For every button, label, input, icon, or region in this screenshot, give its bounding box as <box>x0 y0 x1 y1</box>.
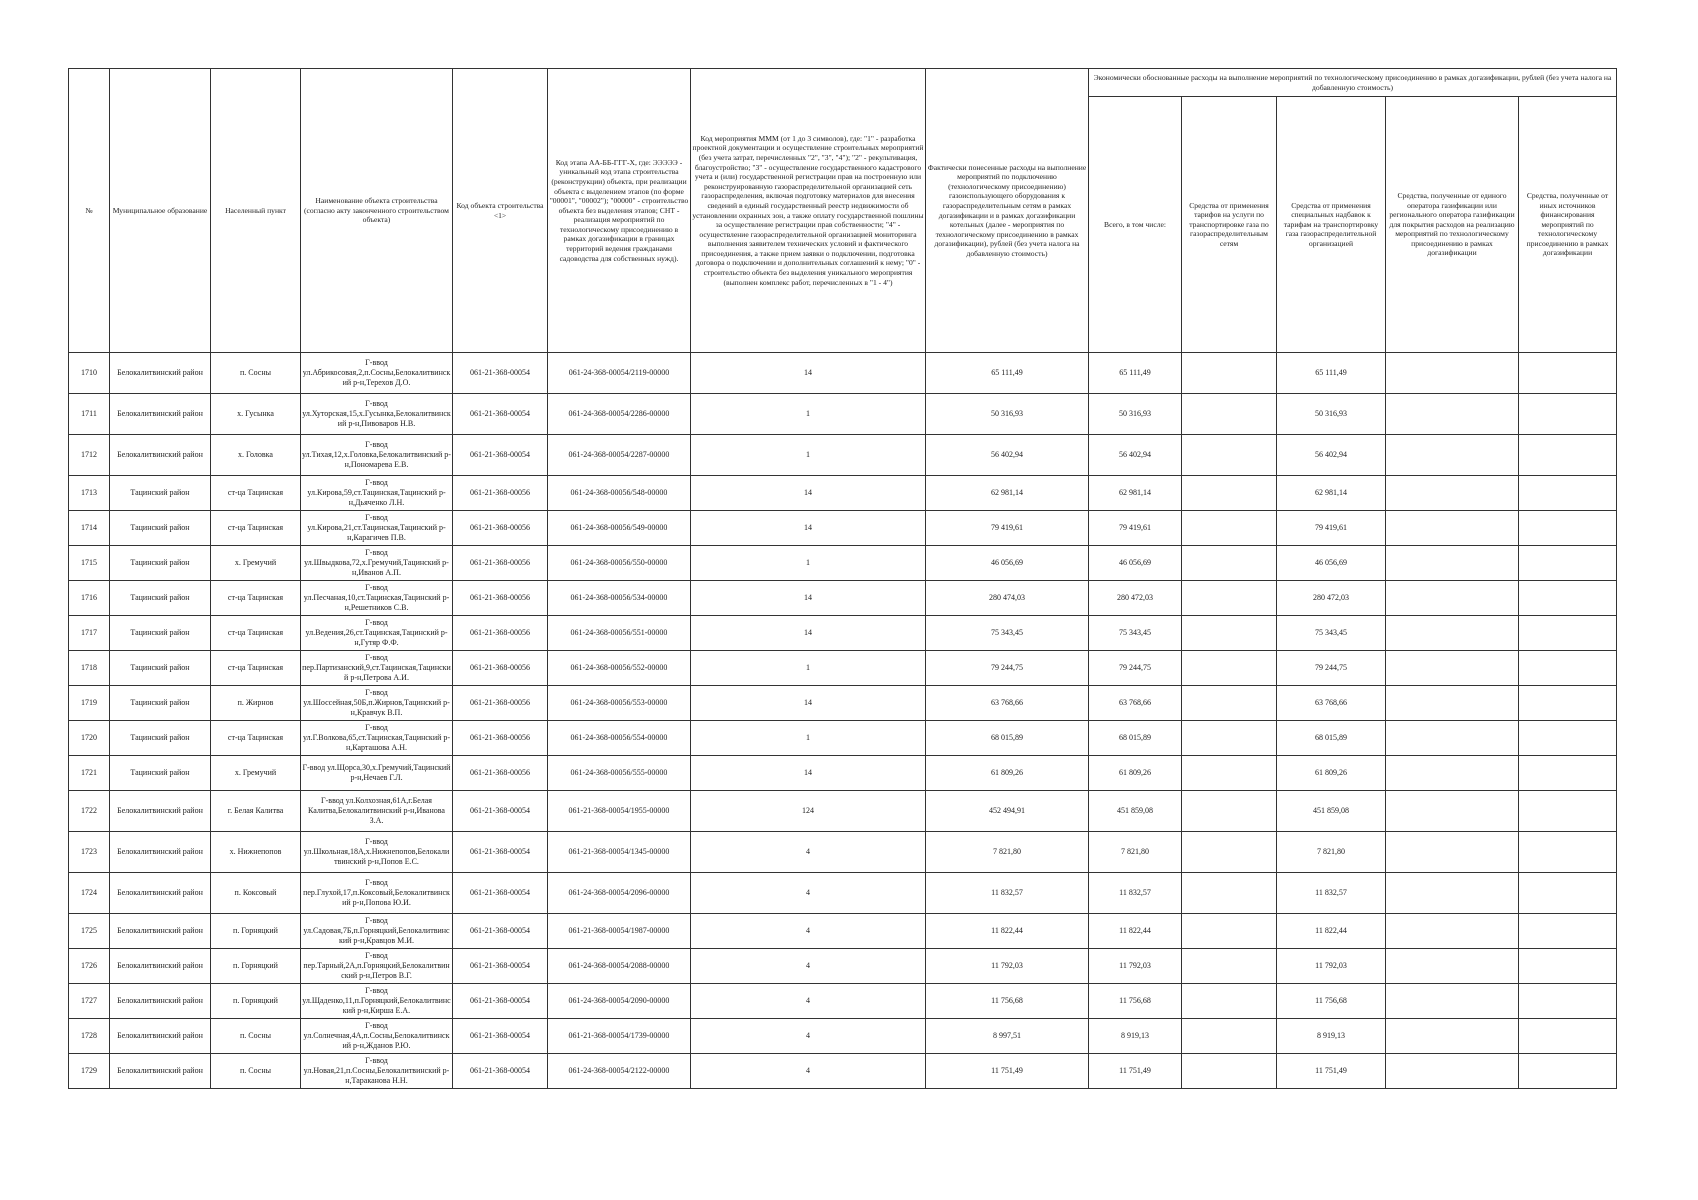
cell-num: 1715 <box>69 546 110 581</box>
cell-tariff <box>1182 832 1277 873</box>
cell-other <box>1519 721 1617 756</box>
cell-activity: 14 <box>691 581 926 616</box>
cell-activity: 4 <box>691 1054 926 1089</box>
cell-other <box>1519 511 1617 546</box>
cell-stage-code: 061-21-368-00054/1987-00000 <box>548 914 691 949</box>
cell-total: 11 832,57 <box>1089 873 1182 914</box>
cell-activity: 1 <box>691 435 926 476</box>
cell-actual: 11 822,44 <box>926 914 1089 949</box>
cell-activity: 4 <box>691 873 926 914</box>
cell-special: 75 343,45 <box>1277 616 1386 651</box>
cell-tariff <box>1182 581 1277 616</box>
cell-operator <box>1386 394 1519 435</box>
table-row <box>69 394 1617 435</box>
cell-object: Г-ввод ул.Кирова,59,ст.Тацинская,Тацинский р-н,Дьяченко Л.Н. <box>301 476 453 511</box>
cell-settlement: п. Горняцкий <box>211 914 301 949</box>
cell-actual: 11 756,68 <box>926 984 1089 1019</box>
cell-operator <box>1386 873 1519 914</box>
cell-object: Г-ввод пер.Глухой,17,п.Коксовый,Белокалитвинский р-н,Попова Ю.И. <box>301 873 453 914</box>
cell-stage-code: 061-24-368-00056/549-00000 <box>548 511 691 546</box>
cell-special: 7 821,80 <box>1277 832 1386 873</box>
cell-object-code: 061-21-368-00056 <box>453 756 548 791</box>
cell-operator <box>1386 651 1519 686</box>
cell-municipality: Белокалитвинский район <box>110 914 211 949</box>
cell-object: Г-ввод ул.Щорса,30,х.Гремучий,Тацинский р-н,Нечаев Г.Л. <box>301 756 453 791</box>
cell-total: 280 472,03 <box>1089 581 1182 616</box>
cell-actual: 65 111,49 <box>926 353 1089 394</box>
cell-num: 1726 <box>69 949 110 984</box>
cell-total: 63 768,66 <box>1089 686 1182 721</box>
cell-object: Г-ввод ул.Хуторская,15,х.Гусынка,Белокалитвинский р-н,Пивоваров Н.В. <box>301 394 453 435</box>
cell-num: 1721 <box>69 756 110 791</box>
cell-actual: 50 316,93 <box>926 394 1089 435</box>
header-stage-code: Код этапа АА-ББ-ГГГ-Х, где: ЭЭЭЭЭ - уникальный код этапа строительства (реконструкции) объекта, при реализации объекта с выделением этапов (по форме "00001", "00002"); "00000" - строительство объекта без выделения этапов; СНТ - реализация мероприятий по технологическому присоединению в рамках догазификации в границах территорий ведения гражданами садоводства для собственных нужд). <box>548 69 691 353</box>
cell-object: Г-ввод ул.Новая,21,п.Сосны,Белокалитвинский р-н,Тараканова Н.Н. <box>301 1054 453 1089</box>
cell-object-code: 061-21-368-00054 <box>453 435 548 476</box>
cell-special: 63 768,66 <box>1277 686 1386 721</box>
header-settlement: Населенный пункт <box>211 69 301 353</box>
cell-object-code: 061-21-368-00054 <box>453 1019 548 1054</box>
cell-settlement: ст-ца Тацинская <box>211 476 301 511</box>
cell-special: 280 472,03 <box>1277 581 1386 616</box>
cell-settlement: п. Жирнов <box>211 686 301 721</box>
cell-actual: 46 056,69 <box>926 546 1089 581</box>
cell-stage-code: 061-21-368-00054/1955-00000 <box>548 791 691 832</box>
cell-num: 1712 <box>69 435 110 476</box>
cell-object: Г-ввод ул.Щаденко,11,п.Горняцкий,Белокалитвинский р-н,Кирша Е.А. <box>301 984 453 1019</box>
cell-stage-code: 061-24-368-00054/2119-00000 <box>548 353 691 394</box>
cell-actual: 11 792,03 <box>926 949 1089 984</box>
cell-tariff <box>1182 756 1277 791</box>
cell-stage-code: 061-24-368-00054/2088-00000 <box>548 949 691 984</box>
cell-stage-code: 061-24-368-00056/553-00000 <box>548 686 691 721</box>
cell-operator <box>1386 581 1519 616</box>
cell-settlement: х. Гремучий <box>211 546 301 581</box>
cell-municipality: Тацинский район <box>110 721 211 756</box>
cell-total: 68 015,89 <box>1089 721 1182 756</box>
cell-special: 79 244,75 <box>1277 651 1386 686</box>
cell-total: 11 751,49 <box>1089 1054 1182 1089</box>
cell-actual: 61 809,26 <box>926 756 1089 791</box>
cell-activity: 14 <box>691 686 926 721</box>
header-actual-costs: Фактически понесенные расходы на выполнение мероприятий по подключению (технологическому присоединению) газоиспользующего оборудования к газораспределительным сетям в рамках догазификации и в рамках догазификации котельных (далее - мероприятия по технологическому присоединению в рамках догазификации), рублей (без учета налога на добавленную стоимость) <box>926 69 1089 353</box>
header-object-code: Код объекта строительства <1> <box>453 69 548 353</box>
header-activity-code: Код мероприятия МММ (от 1 до 3 символов), где: "1" - разработка проектной документации и осуществление строительных мероприятий (без учета затрат, перечисленных "2", "3", "4"); "2" - рекультивация, благоустройство; "3" - осуществление государственного кадастрового учета и (или) государственной регистрации прав на построенную или реконструированную газораспределительной организацией сеть газораспределения, включая подготовку материалов для внесения сведений в единый государственный реестр недвижимости об установлении охранных зон, а также оплату государственной пошлины за осуществление регистрации прав собственности; "4" - осуществление газораспределительной организацией мониторинга выполнения заявителем технических условий и фактического присоединения, а также прием заявки о подключении, подготовка договора о подключении и дополнительных соглашений к нему; "0" - строительство объекта без выделения уникального мероприятия (выполнен комплекс работ, перечисленных в "1 - 4") <box>691 69 926 353</box>
table-row <box>69 651 1617 686</box>
cell-tariff <box>1182 914 1277 949</box>
cell-object-code: 061-21-368-00054 <box>453 949 548 984</box>
cell-settlement: п. Горняцкий <box>211 949 301 984</box>
cell-total: 79 419,61 <box>1089 511 1182 546</box>
cell-object-code: 061-21-368-00054 <box>453 353 548 394</box>
cell-object: Г-ввод ул.Солнечная,4А,п.Сосны,Белокалитвинский р-н,Жданов Р.Ю. <box>301 1019 453 1054</box>
cell-num: 1727 <box>69 984 110 1019</box>
cell-settlement: ст-ца Тацинская <box>211 651 301 686</box>
cell-tariff <box>1182 984 1277 1019</box>
table-row <box>69 435 1617 476</box>
cell-object: Г-ввод ул.Г.Волкова,65,ст.Тацинская,Тацинский р-н,Карташова А.Н. <box>301 721 453 756</box>
cell-actual: 452 494,91 <box>926 791 1089 832</box>
table-body <box>69 353 1617 1089</box>
header-num: № <box>69 69 110 353</box>
cell-settlement: п. Сосны <box>211 1019 301 1054</box>
cell-object: Г-ввод ул.Кирова,21,ст.Тацинская,Тацинский р-н,Карагичев П.В. <box>301 511 453 546</box>
cell-actual: 68 015,89 <box>926 721 1089 756</box>
cell-actual: 75 343,45 <box>926 616 1089 651</box>
cell-activity: 4 <box>691 1019 926 1054</box>
table-row <box>69 832 1617 873</box>
cell-object: Г-ввод ул.Абрикосовая,2,п.Сосны,Белокалитвинский р-н,Терехов Д.О. <box>301 353 453 394</box>
cell-municipality: Тацинский район <box>110 546 211 581</box>
cell-municipality: Тацинский район <box>110 686 211 721</box>
cell-special: 62 981,14 <box>1277 476 1386 511</box>
header-tariff-funds: Средства от применения тарифов на услуги по транспортировке газа по газораспределительным сетям <box>1182 97 1277 353</box>
cell-total: 79 244,75 <box>1089 651 1182 686</box>
table-row <box>69 721 1617 756</box>
cell-municipality: Белокалитвинский район <box>110 832 211 873</box>
cell-total: 7 821,80 <box>1089 832 1182 873</box>
cell-tariff <box>1182 546 1277 581</box>
cell-other <box>1519 984 1617 1019</box>
dogasification-costs-table <box>68 68 1617 1089</box>
cell-operator <box>1386 1019 1519 1054</box>
cell-num: 1710 <box>69 353 110 394</box>
cell-num: 1722 <box>69 791 110 832</box>
cell-stage-code: 061-24-368-00054/2287-00000 <box>548 435 691 476</box>
cell-stage-code: 061-24-368-00054/2122-00000 <box>548 1054 691 1089</box>
cell-actual: 8 997,51 <box>926 1019 1089 1054</box>
cell-object-code: 061-21-368-00056 <box>453 651 548 686</box>
cell-settlement: г. Белая Калитва <box>211 791 301 832</box>
cell-municipality: Тацинский район <box>110 756 211 791</box>
cell-stage-code: 061-24-368-00054/2090-00000 <box>548 984 691 1019</box>
cell-object: Г-ввод ул.Садовая,7Б,п.Горняцкий,Белокалитвинский р-н,Кравцов М.И. <box>301 914 453 949</box>
cell-object-code: 061-21-368-00056 <box>453 721 548 756</box>
table-row <box>69 984 1617 1019</box>
cell-tariff <box>1182 686 1277 721</box>
table-row <box>69 511 1617 546</box>
cell-total: 46 056,69 <box>1089 546 1182 581</box>
header-object-name: Наименование объекта строительства (согласно акту законченного строительством объекта) <box>301 69 453 353</box>
cell-total: 8 919,13 <box>1089 1019 1182 1054</box>
cell-num: 1719 <box>69 686 110 721</box>
header-operator-funds: Средства, полученные от единого оператора газификации или регионального оператора газификации для покрытия расходов на реализацию мероприятий по технологическому присоединению в рамках догазификации <box>1386 97 1519 353</box>
cell-other <box>1519 914 1617 949</box>
cell-total: 62 981,14 <box>1089 476 1182 511</box>
cell-operator <box>1386 511 1519 546</box>
table-row <box>69 1019 1617 1054</box>
cell-tariff <box>1182 435 1277 476</box>
cell-other <box>1519 435 1617 476</box>
cell-actual: 11 832,57 <box>926 873 1089 914</box>
cell-num: 1720 <box>69 721 110 756</box>
cell-special: 46 056,69 <box>1277 546 1386 581</box>
cell-tariff <box>1182 651 1277 686</box>
cell-municipality: Тацинский район <box>110 511 211 546</box>
cell-special: 68 015,89 <box>1277 721 1386 756</box>
cell-other <box>1519 832 1617 873</box>
cell-other <box>1519 1019 1617 1054</box>
table-row <box>69 756 1617 791</box>
cell-actual: 63 768,66 <box>926 686 1089 721</box>
header-municipality: Муниципальное образование <box>110 69 211 353</box>
cell-object: Г-ввод ул.Школьная,18А,х.Нижнепопов,Белокалитвинский р-н,Попов Е.С. <box>301 832 453 873</box>
cell-object-code: 061-21-368-00056 <box>453 511 548 546</box>
cell-operator <box>1386 353 1519 394</box>
cell-num: 1716 <box>69 581 110 616</box>
cell-activity: 1 <box>691 546 926 581</box>
cell-other <box>1519 353 1617 394</box>
table-row <box>69 353 1617 394</box>
cell-object-code: 061-21-368-00056 <box>453 686 548 721</box>
table-row <box>69 476 1617 511</box>
cell-settlement: ст-ца Тацинская <box>211 721 301 756</box>
cell-activity: 1 <box>691 651 926 686</box>
cell-municipality: Белокалитвинский район <box>110 394 211 435</box>
cell-activity: 4 <box>691 914 926 949</box>
cell-tariff <box>1182 791 1277 832</box>
cell-tariff <box>1182 511 1277 546</box>
cell-total: 50 316,93 <box>1089 394 1182 435</box>
cell-municipality: Тацинский район <box>110 476 211 511</box>
cell-num: 1718 <box>69 651 110 686</box>
cell-special: 8 919,13 <box>1277 1019 1386 1054</box>
cell-tariff <box>1182 949 1277 984</box>
cell-num: 1714 <box>69 511 110 546</box>
cell-operator <box>1386 791 1519 832</box>
cell-settlement: х. Гремучий <box>211 756 301 791</box>
cell-settlement: х. Гусынка <box>211 394 301 435</box>
cell-other <box>1519 1054 1617 1089</box>
cell-activity: 4 <box>691 984 926 1019</box>
cell-activity: 14 <box>691 511 926 546</box>
cell-operator <box>1386 949 1519 984</box>
cell-tariff <box>1182 873 1277 914</box>
cell-municipality: Белокалитвинский район <box>110 873 211 914</box>
cell-num: 1713 <box>69 476 110 511</box>
cell-settlement: ст-ца Тацинская <box>211 581 301 616</box>
cell-municipality: Тацинский район <box>110 651 211 686</box>
cell-total: 11 792,03 <box>1089 949 1182 984</box>
cell-operator <box>1386 546 1519 581</box>
cell-object-code: 061-21-368-00054 <box>453 832 548 873</box>
cell-special: 11 792,03 <box>1277 949 1386 984</box>
cell-tariff <box>1182 353 1277 394</box>
cell-stage-code: 061-24-368-00056/550-00000 <box>548 546 691 581</box>
cell-special: 451 859,08 <box>1277 791 1386 832</box>
cell-other <box>1519 791 1617 832</box>
header-other-funds: Средства, полученные от иных источников финансирования мероприятий по технологическому присоединению в рамках догазификации <box>1519 97 1617 353</box>
cell-object-code: 061-21-368-00056 <box>453 546 548 581</box>
cell-object: Г-ввод ул.Песчаная,10,ст.Тацинская,Тацинский р-н,Решетников С.В. <box>301 581 453 616</box>
cell-object-code: 061-21-368-00054 <box>453 914 548 949</box>
cell-activity: 14 <box>691 616 926 651</box>
header-special-funds: Средства от применения специальных надбавок к тарифам на транспортировку газа газораспределительной организацией <box>1277 97 1386 353</box>
cell-object-code: 061-21-368-00054 <box>453 873 548 914</box>
cell-other <box>1519 686 1617 721</box>
cell-special: 11 822,44 <box>1277 914 1386 949</box>
cell-num: 1729 <box>69 1054 110 1089</box>
cell-object-code: 061-21-368-00056 <box>453 581 548 616</box>
cell-total: 11 822,44 <box>1089 914 1182 949</box>
cell-num: 1728 <box>69 1019 110 1054</box>
cell-operator <box>1386 984 1519 1019</box>
cell-num: 1723 <box>69 832 110 873</box>
cell-object: Г-ввод ул.Швыдкова,72,х.Гремучий,Тацинский р-н,Иванов А.П. <box>301 546 453 581</box>
cell-other <box>1519 873 1617 914</box>
cell-num: 1725 <box>69 914 110 949</box>
cell-actual: 79 244,75 <box>926 651 1089 686</box>
cell-special: 11 751,49 <box>1277 1054 1386 1089</box>
cell-total: 65 111,49 <box>1089 353 1182 394</box>
cell-operator <box>1386 721 1519 756</box>
cell-municipality: Тацинский район <box>110 581 211 616</box>
cell-object: Г-ввод ул.Колхозная,61А,г.Белая Калитва,Белокалитвинский р-н,Иванова З.А. <box>301 791 453 832</box>
cell-municipality: Белокалитвинский район <box>110 435 211 476</box>
table-row <box>69 616 1617 651</box>
cell-activity: 1 <box>691 721 926 756</box>
cell-stage-code: 061-21-368-00054/1739-00000 <box>548 1019 691 1054</box>
cell-stage-code: 061-24-368-00056/548-00000 <box>548 476 691 511</box>
cell-municipality: Белокалитвинский район <box>110 1054 211 1089</box>
cell-object-code: 061-21-368-00054 <box>453 791 548 832</box>
cell-activity: 14 <box>691 353 926 394</box>
document-sheet <box>68 68 1616 1089</box>
cell-stage-code: 061-24-368-00056/555-00000 <box>548 756 691 791</box>
cell-activity: 14 <box>691 476 926 511</box>
cell-total: 11 756,68 <box>1089 984 1182 1019</box>
cell-tariff <box>1182 476 1277 511</box>
cell-actual: 79 419,61 <box>926 511 1089 546</box>
cell-stage-code: 061-24-368-00054/2286-00000 <box>548 394 691 435</box>
table-row <box>69 581 1617 616</box>
cell-settlement: п. Сосны <box>211 1054 301 1089</box>
cell-municipality: Белокалитвинский район <box>110 949 211 984</box>
cell-activity: 4 <box>691 832 926 873</box>
cell-operator <box>1386 914 1519 949</box>
cell-settlement: п. Сосны <box>211 353 301 394</box>
cell-municipality: Белокалитвинский район <box>110 791 211 832</box>
cell-municipality: Тацинский район <box>110 616 211 651</box>
cell-other <box>1519 581 1617 616</box>
cell-actual: 62 981,14 <box>926 476 1089 511</box>
cell-total: 61 809,26 <box>1089 756 1182 791</box>
cell-operator <box>1386 435 1519 476</box>
cell-municipality: Белокалитвинский район <box>110 1019 211 1054</box>
cell-object-code: 061-21-368-00056 <box>453 476 548 511</box>
cell-special: 79 419,61 <box>1277 511 1386 546</box>
cell-stage-code: 061-24-368-00056/552-00000 <box>548 651 691 686</box>
cell-other <box>1519 949 1617 984</box>
header-econ-group: Экономически обоснованные расходы на выполнение мероприятий по технологическому присоединению в рамках догазификации, рублей (без учета налога на добавленную стоимость) <box>1089 69 1617 97</box>
cell-activity: 4 <box>691 949 926 984</box>
cell-operator <box>1386 756 1519 791</box>
cell-special: 56 402,94 <box>1277 435 1386 476</box>
cell-operator <box>1386 476 1519 511</box>
cell-special: 65 111,49 <box>1277 353 1386 394</box>
cell-settlement: п. Коксовый <box>211 873 301 914</box>
cell-actual: 280 474,03 <box>926 581 1089 616</box>
cell-operator <box>1386 616 1519 651</box>
cell-tariff <box>1182 616 1277 651</box>
cell-settlement: х. Головка <box>211 435 301 476</box>
cell-num: 1717 <box>69 616 110 651</box>
cell-object-code: 061-21-368-00054 <box>453 1054 548 1089</box>
cell-object: Г-ввод пер.Тарный,2А,п.Горняцкий,Белокалитвинский р-н,Петров В.Г. <box>301 949 453 984</box>
cell-settlement: ст-ца Тацинская <box>211 616 301 651</box>
cell-settlement: ст-ца Тацинская <box>211 511 301 546</box>
cell-operator <box>1386 686 1519 721</box>
cell-actual: 56 402,94 <box>926 435 1089 476</box>
cell-other <box>1519 394 1617 435</box>
cell-special: 11 832,57 <box>1277 873 1386 914</box>
cell-tariff <box>1182 1054 1277 1089</box>
cell-total: 451 859,08 <box>1089 791 1182 832</box>
cell-other <box>1519 651 1617 686</box>
table-row <box>69 1054 1617 1089</box>
cell-other <box>1519 756 1617 791</box>
cell-municipality: Белокалитвинский район <box>110 984 211 1019</box>
cell-object-code: 061-21-368-00054 <box>453 394 548 435</box>
cell-stage-code: 061-24-368-00054/2096-00000 <box>548 873 691 914</box>
cell-total: 75 343,45 <box>1089 616 1182 651</box>
cell-object: Г-ввод пер.Партизанский,9,ст.Тацинская,Тацинский р-н,Петрова А.И. <box>301 651 453 686</box>
cell-settlement: х. Нижнепопов <box>211 832 301 873</box>
cell-object: Г-ввод ул.Ведения,26,ст.Тацинская,Тацинский р-н,Гутяр Ф.Ф. <box>301 616 453 651</box>
table-row <box>69 686 1617 721</box>
cell-actual: 11 751,49 <box>926 1054 1089 1089</box>
cell-tariff <box>1182 721 1277 756</box>
cell-special: 61 809,26 <box>1277 756 1386 791</box>
table-row <box>69 873 1617 914</box>
cell-stage-code: 061-21-368-00054/1345-00000 <box>548 832 691 873</box>
cell-object: Г-ввод ул.Тихая,12,х.Головка,Белокалитвинский р-н,Пономарева Е.В. <box>301 435 453 476</box>
cell-municipality: Белокалитвинский район <box>110 353 211 394</box>
cell-activity: 1 <box>691 394 926 435</box>
cell-special: 11 756,68 <box>1277 984 1386 1019</box>
cell-activity: 14 <box>691 756 926 791</box>
cell-stage-code: 061-24-368-00056/551-00000 <box>548 616 691 651</box>
cell-tariff <box>1182 1019 1277 1054</box>
table-row <box>69 791 1617 832</box>
cell-settlement: п. Горняцкий <box>211 984 301 1019</box>
cell-num: 1724 <box>69 873 110 914</box>
cell-object-code: 061-21-368-00056 <box>453 616 548 651</box>
header-total: Всего, в том числе: <box>1089 97 1182 353</box>
cell-total: 56 402,94 <box>1089 435 1182 476</box>
table-row <box>69 914 1617 949</box>
cell-operator <box>1386 832 1519 873</box>
cell-object: Г-ввод ул.Шоссейная,50Б,п.Жирнов,Тацинский р-н,Кравчук В.П. <box>301 686 453 721</box>
cell-stage-code: 061-24-368-00056/534-00000 <box>548 581 691 616</box>
cell-other <box>1519 476 1617 511</box>
table-row <box>69 949 1617 984</box>
cell-operator <box>1386 1054 1519 1089</box>
cell-num: 1711 <box>69 394 110 435</box>
cell-special: 50 316,93 <box>1277 394 1386 435</box>
cell-actual: 7 821,80 <box>926 832 1089 873</box>
cell-other <box>1519 546 1617 581</box>
cell-other <box>1519 616 1617 651</box>
cell-stage-code: 061-24-368-00056/554-00000 <box>548 721 691 756</box>
cell-activity: 124 <box>691 791 926 832</box>
cell-tariff <box>1182 394 1277 435</box>
cell-object-code: 061-21-368-00054 <box>453 984 548 1019</box>
table-row <box>69 546 1617 581</box>
